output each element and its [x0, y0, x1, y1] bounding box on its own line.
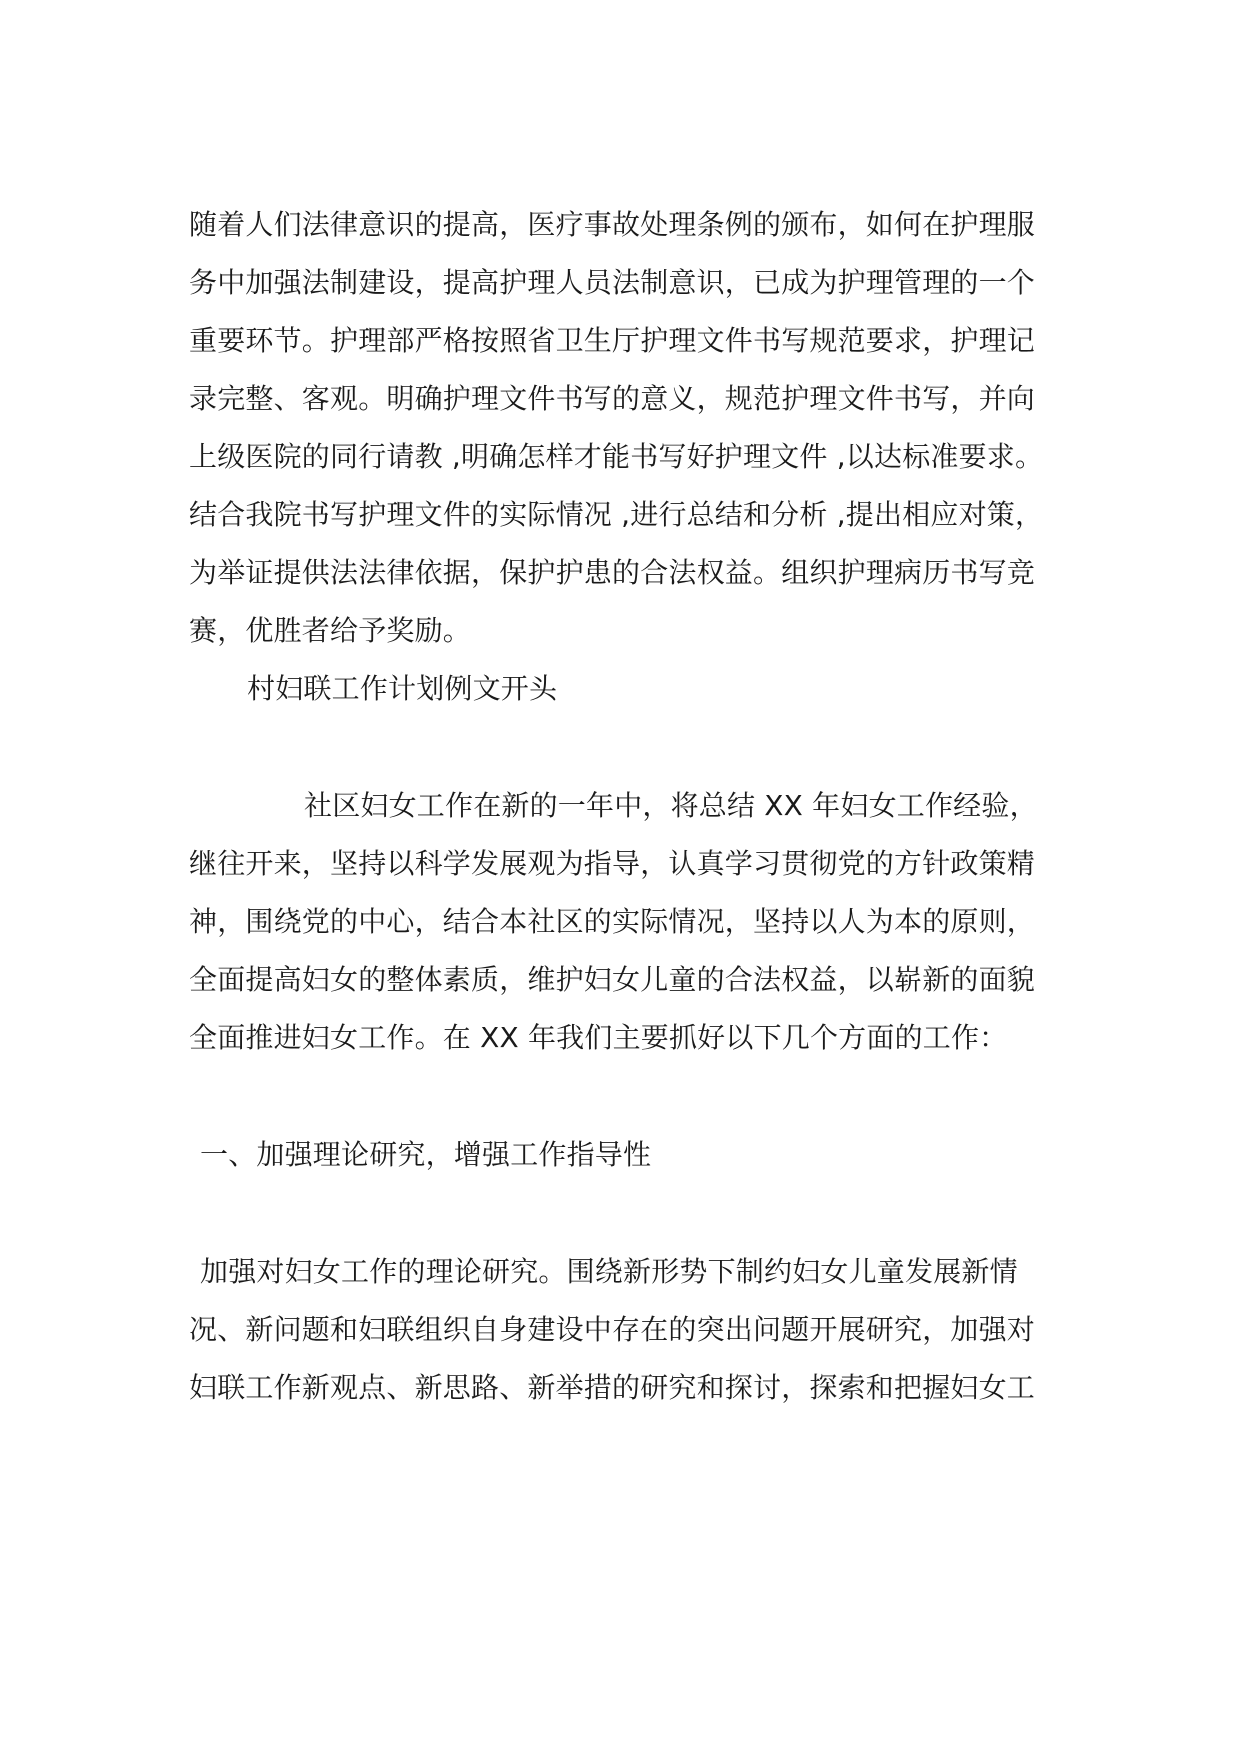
- text-line: 加强对妇女工作的理论研究。围绕新形势下制约妇女儿童发展新情: [200, 1255, 1018, 1288]
- text-line: 社区妇女工作在新的一年中，将总结 XX 年妇女工作经验，: [304, 789, 1038, 822]
- text-line: 为举证提供法法律依据，保护护患的合法权益。组织护理病历书写竞: [189, 556, 1036, 589]
- text-line: 务中加强法制建设，提高护理人员法制意识，已成为护理管理的一个: [189, 266, 1036, 299]
- text-line: 神，围绕党的中心，结合本社区的实际情况，坚持以人为本的原则，: [189, 905, 1036, 938]
- text-line: 重要环节。护理部严格按照省卫生厅护理文件书写规范要求，护理记: [189, 324, 1036, 357]
- text-line: 妇联工作新观点、新思路、新举措的研究和探讨，探索和把握妇女工: [189, 1371, 1036, 1404]
- section-title: 村妇联工作计划例文开头: [247, 672, 558, 705]
- text-line: 结合我院书写护理文件的实际情况 ,进行总结和分析 ,提出相应对策，: [189, 498, 1044, 531]
- text-line: 录完整、客观。明确护理文件书写的意义，规范护理文件书写，并向: [189, 382, 1036, 415]
- text-line: 全面提高妇女的整体素质，维护妇女儿童的合法权益，以崭新的面貌: [189, 963, 1036, 996]
- text-line: 随着人们法律意识的提高，医疗事故处理条例的颁布，如何在护理服: [189, 208, 1036, 241]
- text-line: 上级医院的同行请教 ,明确怎样才能书写好护理文件 ,以达标准要求。: [189, 440, 1044, 473]
- text-line: 赛，优胜者给予奖励。: [189, 614, 472, 647]
- section-heading: 一、加强理论研究，增强工作指导性: [200, 1138, 652, 1171]
- text-line: 况、新问题和妇联组织自身建设中存在的突出问题开展研究，加强对: [189, 1313, 1036, 1346]
- text-line: 全面推进妇女工作。在 XX 年我们主要抓好以下几个方面的工作：: [189, 1021, 1008, 1054]
- text-line: 继往开来，坚持以科学发展观为指导，认真学习贯彻党的方针政策精: [189, 847, 1036, 880]
